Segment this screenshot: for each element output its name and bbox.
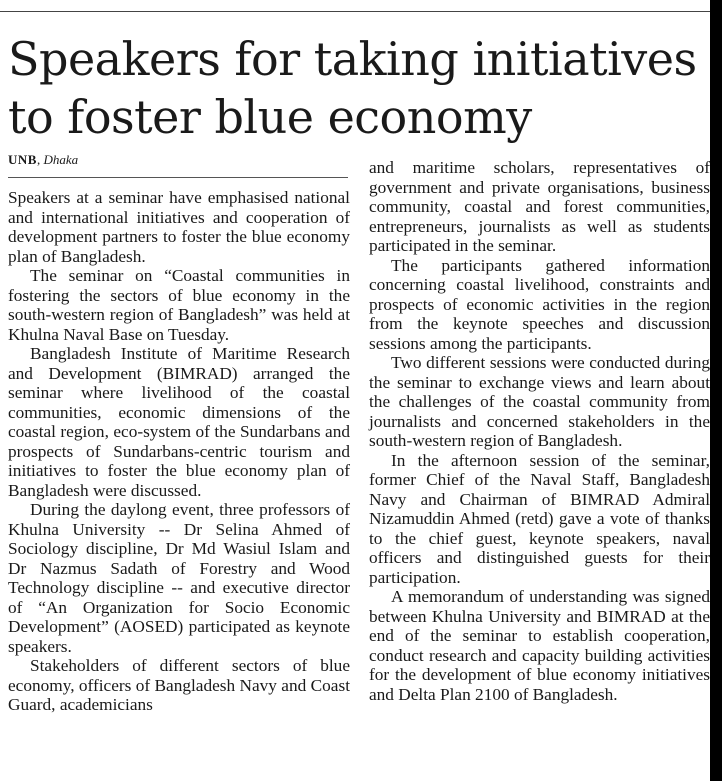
- paragraph: Stakeholders of different sectors of blue economy, officers of Bangladesh Navy and Coast Guard, academicians: [8, 656, 350, 714]
- byline-city: Dhaka: [43, 152, 79, 167]
- byline-separator: ,: [36, 152, 44, 167]
- article-column-right: [369, 158, 710, 704]
- page-edge-strip: [710, 0, 722, 781]
- paragraph: Two different sessions were conducted during the seminar to exchange views and learn about the challenges of the coastal community from journalists and concerned stakeholders in the south-western region of Bangladesh.: [369, 353, 710, 450]
- top-rule: [0, 11, 722, 12]
- paragraph: The seminar on “Coastal communities in fostering the sectors of blue economy in the south-western region of Bangladesh” was held at Khulna Naval Base on Tuesday.: [8, 266, 350, 344]
- byline-agency: UNB: [8, 152, 37, 167]
- paragraph: During the daylong event, three professors of Khulna University -- Dr Selina Ahmed of Sociology discipline, Dr Md Wasiul Islam and Dr Nazmus Sadath of Forestry and Wood Technology discipline -- and executive director of “An Organization for Socio Economic Development” (AOSED) participated as keynote speakers.: [8, 500, 350, 656]
- paragraph: Speakers at a seminar have emphasised national and international initiatives and cooperation of development partners to foster the blue economy plan of Bangladesh.: [8, 188, 350, 266]
- paragraph: and maritime scholars, representatives of government and private organisations, business community, coastal and forest communities, entrepreneurs, journalists as well as students participated in the seminar.: [369, 158, 710, 255]
- byline: [8, 152, 78, 168]
- byline-rule: [8, 177, 348, 178]
- paragraph: In the afternoon session of the seminar, former Chief of the Naval Staff, Bangladesh Navy and Chairman of BIMRAD Admiral Nizamuddin Ahmed (retd) gave a vote of thanks to the chief guest, keynote speakers, naval officers and distinguished guests for their participation.: [369, 450, 710, 587]
- article-column-left: [8, 188, 350, 715]
- paragraph: Bangladesh Institute of Maritime Research and Development (BIMRAD) arranged the seminar where livelihood of the coastal communities, economic dimensions of the coastal region, eco-system of the Sundarbans and prospects of Sundarbans-centric tourism and initiatives to foster the blue economy plan of Bangladesh were discussed.: [8, 344, 350, 500]
- article-headline: Speakers for taking initiatives to foster blue economy: [8, 32, 697, 144]
- paragraph: A memorandum of understanding was signed between Khulna University and BIMRAD at the end of the seminar to establish cooperation, conduct research and capacity building activities for the development of blue economy initiatives and Delta Plan 2100 of Bangladesh.: [369, 587, 710, 704]
- paragraph: The participants gathered information concerning coastal livelihood, constraints and prospects of economic activities in the region from the keynote speeches and discussion sessions among the participants.: [369, 255, 710, 353]
